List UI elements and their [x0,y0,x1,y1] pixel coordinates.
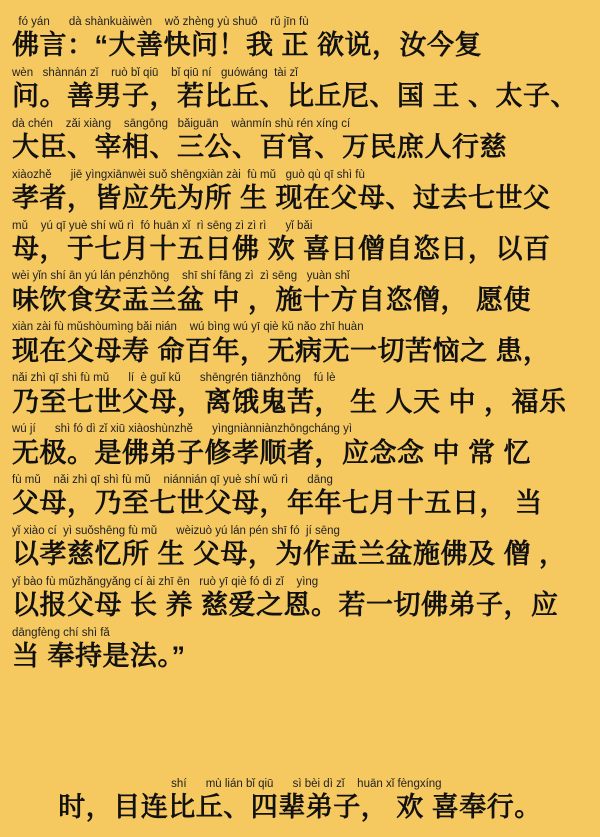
hanzi-row: 时，目连比丘、四辈弟子， 欢 喜奉行。 [58,792,542,823]
text-line [12,167,588,215]
hanzi-row: 以孝慈忆所 生 父母，为作盂兰盆施佛及 僧 ， [12,539,567,570]
text-line [12,523,588,571]
hanzi-row: 母，于七月十五日佛 欢 喜日僧自恣日，以百 [12,233,551,264]
text-line [12,625,588,673]
text-line [12,574,588,622]
text-line [12,14,588,62]
pinyin-row: dà chén zǎi xiàng sāngōng bǎiguān wànmín shù rén xíng cí [12,117,351,130]
pinyin-row: mǔ yú qī yuè shí wǔ rì fó huān xǐ rì sēng zì zì rì yǐ bǎi [12,219,313,232]
text-line [12,371,588,419]
pinyin-row: yǐ xiào cí yì suǒshēng fù mǔ wèizuò yú lán pén shī fó jí sēng [12,525,340,538]
pinyin-row: dāngfèng chí shì fǎ [12,627,110,640]
hanzi-row: 味饮食安盂兰盆 中 ，施十方自恣僧， 愿使 [12,284,532,315]
text-line [12,218,588,266]
closing-line [12,776,588,824]
hanzi-row: 大臣、宰相、三公、百官、万民庶人行慈 [12,131,507,162]
text-line [12,116,588,164]
text-line [12,65,588,113]
pinyin-row: xiàn zài fù mǔshòumìng bǎi nián wú bìng wú yī qiè kǔ nǎo zhī huàn [12,321,364,334]
pinyin-row: fù mǔ nǎi zhì qī shì fù mǔ niánnián qī yuè shí wǔ rì dāng [12,474,333,487]
pinyin-row: fó yán dà shànkuàiwèn wǒ zhèng yù shuō rǔ jīn fù [12,15,309,28]
text-line [12,269,588,317]
layout-spacer [12,676,588,762]
hanzi-row: 无极。是佛弟子修孝顺者，应念念 中 常 忆 [12,437,532,468]
pinyin-row: xiàozhě jiē yìngxiānwèi suǒ shēngxiàn zài fù mǔ guò qù qī shì fù [12,168,365,181]
hanzi-row: 当 奉持是法。” [12,641,186,672]
pinyin-row: yǐ bào fù mǔzhǎngyǎng cí ài zhī ēn ruò yī qiè fó dì zǐ yìng [12,576,319,589]
pinyin-row: wèn shànnán zǐ ruò bǐ qiū bǐ qiū ní guówáng tài zǐ [12,66,298,79]
pinyin-row: nǎi zhì qī shì fù mǔ lí è guǐ kǔ shēngrén tiānzhōng fú lè [12,372,336,385]
pinyin-row: wèi yǐn shí ān yú lán pénzhōng shī shí fāng zì zì sēng yuàn shǐ [12,270,350,283]
hanzi-row: 以报父母 长 养 慈爱之恩。若一切佛弟子，应 [12,590,559,621]
hanzi-row: 佛言：“大善快问！我 正 欲说，汝今复 [12,30,483,60]
text-line [12,320,588,368]
hanzi-row: 孝者，皆应先为所 生 现在父母、过去七世父 [12,182,551,213]
pinyin-row: shí mù lián bǐ qiū sì bèi dì zǐ huān xǐ fèngxíng [158,777,442,790]
pinyin-row: wú jí shì fó dì zǐ xiū xiàoshùnzhě yìngniànniànzhōngcháng yì [12,423,353,436]
text-line [12,422,588,470]
hanzi-row: 乃至七世父母，离饿鬼苦， 生 人天 中 ，福乐 [12,386,567,417]
hanzi-row: 父母，乃至七世父母，年年七月十五日， 当 [12,488,543,519]
hanzi-row: 问。善男子，若比丘、比丘尼、国 王 、太子、 [12,80,579,111]
hanzi-row: 现在父母寿 命百年，无病无一切苦恼之 患， [12,335,551,366]
text-line [12,472,588,520]
